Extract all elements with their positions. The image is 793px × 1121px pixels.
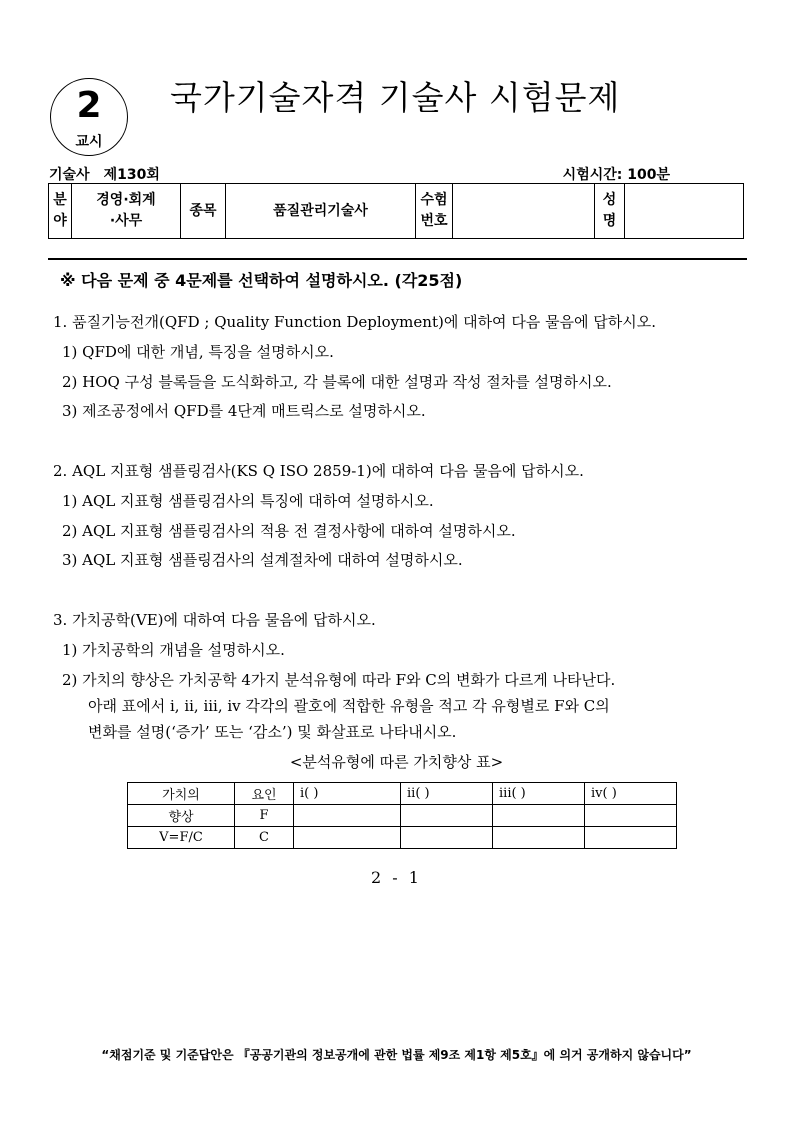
cell-c-i[interactable] — [294, 827, 401, 849]
period-badge — [50, 78, 128, 156]
exam-number-field[interactable] — [453, 184, 595, 239]
field-value-2: ·사무 — [109, 213, 143, 229]
type-iii-header: iii( ) — [493, 783, 585, 805]
instruction: ※ 다음 문제 중 4문제를 선택하여 설명하시오. (각25점) — [60, 271, 463, 290]
cell-f-iii[interactable] — [493, 805, 585, 827]
question-1-sub-1: 1) QFD에 대한 개념, 특징을 설명하시오. — [62, 343, 334, 361]
cell-c-ii[interactable] — [401, 827, 493, 849]
question-3-sub-1: 1) 가치공학의 개념을 설명하시오. — [62, 641, 285, 659]
item-label-cell: 종목 — [181, 184, 226, 239]
field-value-1: 경영·회계 — [96, 192, 156, 208]
item-value-cell: 품질관리기술사 — [226, 184, 416, 239]
row-label-1: 가치의 — [128, 783, 235, 805]
field-value-cell — [72, 184, 181, 239]
period-label: 교시 — [75, 134, 103, 150]
value-table-title: <분석유형에 따른 가치향상 표> — [289, 753, 504, 771]
name-label-1: 성 — [602, 192, 617, 208]
factor-header: 요인 — [235, 783, 294, 805]
factor-c: C — [235, 827, 294, 849]
header-divider — [48, 258, 747, 260]
field-label-cell — [49, 184, 72, 239]
cell-f-i[interactable] — [294, 805, 401, 827]
question-1: 1. 품질기능전개(QFD ; Quality Function Deployment)에 대하여 다음 물음에 답하시오. — [53, 313, 657, 331]
question-3-sub-2-line-3: 변화를 설명(‘증가’ 또는 ‘감소’) 및 화살표로 나타내시오. — [88, 723, 457, 741]
page-title: 국가기술자격 기술사 시험문제 — [170, 78, 621, 117]
page-number: 2 - 1 — [371, 868, 422, 887]
question-2-sub-2: 2) AQL 지표형 샘플링검사의 적용 전 결정사항에 대하여 설명하시오. — [62, 522, 516, 540]
row-label-2: 향상 — [128, 805, 235, 827]
cell-c-iv[interactable] — [585, 827, 677, 849]
period-number: 2 — [76, 85, 102, 126]
question-2: 2. AQL 지표형 샘플링검사(KS Q ISO 2859-1)에 대하여 다음 물음에 답하시오. — [53, 462, 584, 480]
factor-f: F — [235, 805, 294, 827]
exam-number-label-1: 수험 — [420, 192, 448, 208]
type-iv-header: iv( ) — [585, 783, 677, 805]
row-label-3: V=F/C — [128, 827, 235, 849]
question-2-sub-1: 1) AQL 지표형 샘플링검사의 특징에 대하여 설명하시오. — [62, 492, 434, 510]
exam-number-label-cell — [416, 184, 453, 239]
name-field[interactable] — [625, 184, 744, 239]
value-table — [127, 782, 677, 849]
cell-f-iv[interactable] — [585, 805, 677, 827]
exam-time: 시험시간: 100분 — [562, 167, 670, 183]
type-ii-header: ii( ) — [401, 783, 493, 805]
exam-round-number: 제130회 — [103, 167, 160, 183]
question-2-sub-3: 3) AQL 지표형 샘플링검사의 설계절차에 대하여 설명하시오. — [62, 551, 463, 569]
name-label-cell — [595, 184, 625, 239]
exam-round — [49, 164, 160, 184]
field-label-1: 분 — [53, 192, 67, 208]
name-label-2: 명 — [602, 213, 617, 229]
exam-category: 기술사 — [49, 167, 90, 183]
question-1-sub-2: 2) HOQ 구성 블록들을 도식화하고, 각 블록에 대한 설명과 작성 절차를 설명하시오. — [62, 373, 612, 391]
cell-f-ii[interactable] — [401, 805, 493, 827]
exam-number-label-2: 번호 — [420, 213, 448, 229]
exam-info-table — [48, 183, 744, 239]
type-i-header: i( ) — [294, 783, 401, 805]
field-label-2: 야 — [53, 213, 67, 229]
question-3: 3. 가치공학(VE)에 대하여 다음 물음에 답하시오. — [53, 611, 376, 629]
question-3-sub-2-line-2: 아래 표에서 i, ii, iii, iv 각각의 괄호에 적합한 유형을 적고 각 유형별로 F와 C의 — [88, 697, 610, 715]
footer-notice: “채점기준 및 기준답안은 『공공기관의 정보공개에 관한 법률 제9조 제1항 제5호』에 의거 공개하지 않습니다” — [101, 1048, 692, 1062]
question-1-sub-3: 3) 제조공정에서 QFD를 4단계 매트릭스로 설명하시오. — [62, 402, 426, 420]
question-3-sub-2: 2) 가치의 향상은 가치공학 4가지 분석유형에 따라 F와 C의 변화가 다르게 나타난다. — [62, 671, 616, 689]
cell-c-iii[interactable] — [493, 827, 585, 849]
